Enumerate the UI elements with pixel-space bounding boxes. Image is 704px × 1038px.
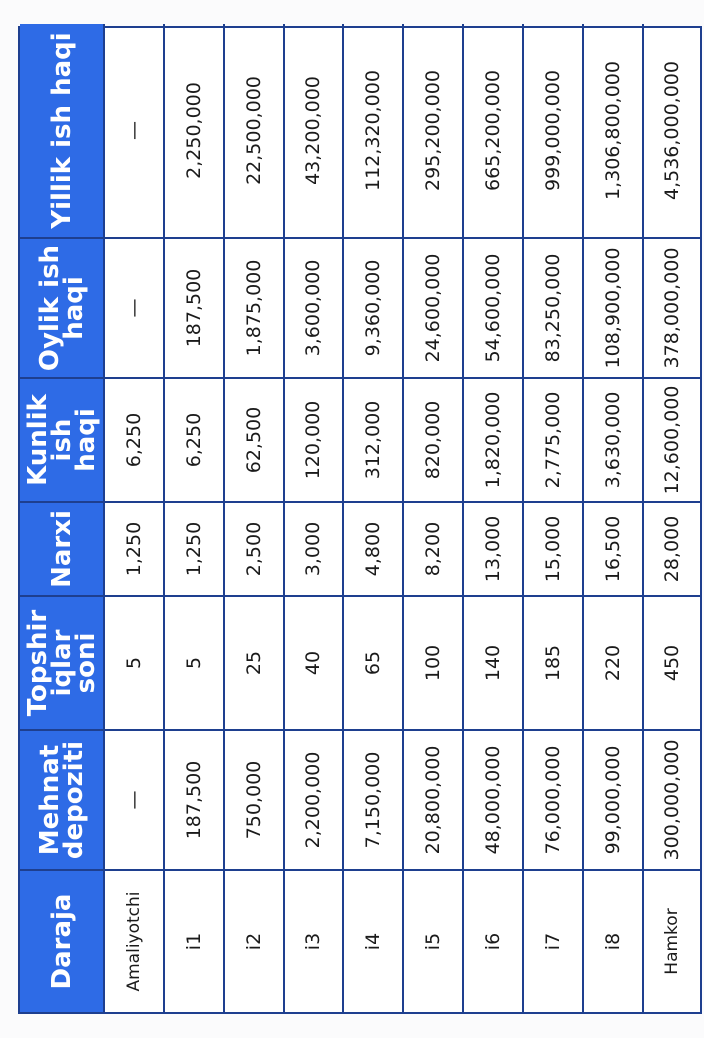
cell-price: 8,200 <box>403 502 463 596</box>
cell-price: 1,250 <box>164 502 224 596</box>
cell-yearly-wage: 295,200,000 <box>403 24 463 238</box>
cell-price: 3,000 <box>284 502 344 596</box>
cell-yearly-wage: 665,200,000 <box>463 24 523 238</box>
cell-task-count: 5 <box>104 596 164 730</box>
cell-labor-deposit: 187,500 <box>164 730 224 870</box>
cell-task-count: 185 <box>523 596 583 730</box>
header-level: Daraja <box>20 870 104 1012</box>
cell-labor-deposit: 300,000,000 <box>643 730 700 870</box>
cell-level: i7 <box>523 870 583 1012</box>
cell-yearly-wage: — <box>104 24 164 238</box>
cell-labor-deposit: 76,000,000 <box>523 730 583 870</box>
cell-price: 2,500 <box>224 502 284 596</box>
header-yearly-wage: Yillik ish haqi <box>20 24 104 238</box>
header-row <box>20 24 104 1012</box>
cell-level: i8 <box>583 870 643 1012</box>
cell-monthly-wage: — <box>104 238 164 378</box>
cell-daily-wage: 120,000 <box>284 378 344 502</box>
cell-level: i5 <box>403 870 463 1012</box>
cell-level: i6 <box>463 870 523 1012</box>
cell-daily-wage: 6,250 <box>104 378 164 502</box>
cell-task-count: 140 <box>463 596 523 730</box>
cell-labor-deposit: — <box>104 730 164 870</box>
cell-yearly-wage: 22,500,000 <box>224 24 284 238</box>
cell-labor-deposit: 7,150,000 <box>343 730 403 870</box>
cell-monthly-wage: 187,500 <box>164 238 224 378</box>
cell-level: i4 <box>343 870 403 1012</box>
cell-yearly-wage: 2,250,000 <box>164 24 224 238</box>
cell-daily-wage: 6,250 <box>164 378 224 502</box>
cell-level: Amaliyotchi <box>104 870 164 1012</box>
cell-labor-deposit: 99,000,000 <box>583 730 643 870</box>
cell-task-count: 220 <box>583 596 643 730</box>
cell-yearly-wage: 112,320,000 <box>343 24 403 238</box>
cell-labor-deposit: 48,000,000 <box>463 730 523 870</box>
table-header <box>20 24 104 1012</box>
cell-daily-wage: 820,000 <box>403 378 463 502</box>
table-row <box>403 24 463 1012</box>
cell-labor-deposit: 750,000 <box>224 730 284 870</box>
cell-price: 1,250 <box>104 502 164 596</box>
cell-price: 13,000 <box>463 502 523 596</box>
cell-task-count: 450 <box>643 596 700 730</box>
cell-price: 15,000 <box>523 502 583 596</box>
cell-labor-deposit: 20,800,000 <box>403 730 463 870</box>
cell-price: 28,000 <box>643 502 700 596</box>
cell-level: i1 <box>164 870 224 1012</box>
cell-yearly-wage: 43,200,000 <box>284 24 344 238</box>
cell-daily-wage: 312,000 <box>343 378 403 502</box>
cell-labor-deposit: 2,200,000 <box>284 730 344 870</box>
header-labor-deposit: Mehnat depoziti <box>20 730 104 870</box>
cell-price: 16,500 <box>583 502 643 596</box>
cell-yearly-wage: 999,000,000 <box>523 24 583 238</box>
table-row <box>583 24 643 1012</box>
cell-daily-wage: 3,630,000 <box>583 378 643 502</box>
cell-monthly-wage: 1,875,000 <box>224 238 284 378</box>
cell-task-count: 40 <box>284 596 344 730</box>
table-row <box>343 24 403 1012</box>
cell-price: 4,800 <box>343 502 403 596</box>
cell-daily-wage: 62,500 <box>224 378 284 502</box>
cell-monthly-wage: 24,600,000 <box>403 238 463 378</box>
salary-table <box>20 24 700 1012</box>
cell-monthly-wage: 3,600,000 <box>284 238 344 378</box>
header-price: Narxi <box>20 502 104 596</box>
table-row <box>284 24 344 1012</box>
cell-task-count: 5 <box>164 596 224 730</box>
cell-task-count: 25 <box>224 596 284 730</box>
cell-task-count: 65 <box>343 596 403 730</box>
table-row <box>643 24 700 1012</box>
table-row <box>164 24 224 1012</box>
cell-monthly-wage: 54,600,000 <box>463 238 523 378</box>
table-row <box>224 24 284 1012</box>
cell-daily-wage: 1,820,000 <box>463 378 523 502</box>
salary-table-rotated <box>18 26 702 1014</box>
cell-daily-wage: 2,775,000 <box>523 378 583 502</box>
table-body <box>104 24 700 1012</box>
cell-daily-wage: 12,600,000 <box>643 378 700 502</box>
cell-monthly-wage: 9,360,000 <box>343 238 403 378</box>
cell-yearly-wage: 1,306,800,000 <box>583 24 643 238</box>
cell-level: Hamkor <box>643 870 700 1012</box>
header-task-count: Topshir iqlar soni <box>20 596 104 730</box>
cell-yearly-wage: 4,536,000,000 <box>660 61 683 201</box>
cell-monthly-wage: 108,900,000 <box>583 238 643 378</box>
cell-task-count: 100 <box>403 596 463 730</box>
table-row <box>463 24 523 1012</box>
table-row <box>523 24 583 1012</box>
cell-monthly-wage: 83,250,000 <box>523 238 583 378</box>
header-daily-wage: Kunlik ish haqi <box>20 378 104 502</box>
cell-level: i3 <box>284 870 344 1012</box>
header-monthly-wage: Oylik ish haqi <box>20 238 104 378</box>
cell-monthly-wage: 378,000,000 <box>643 238 700 378</box>
table-row <box>104 24 164 1012</box>
cell-level: i2 <box>224 870 284 1012</box>
